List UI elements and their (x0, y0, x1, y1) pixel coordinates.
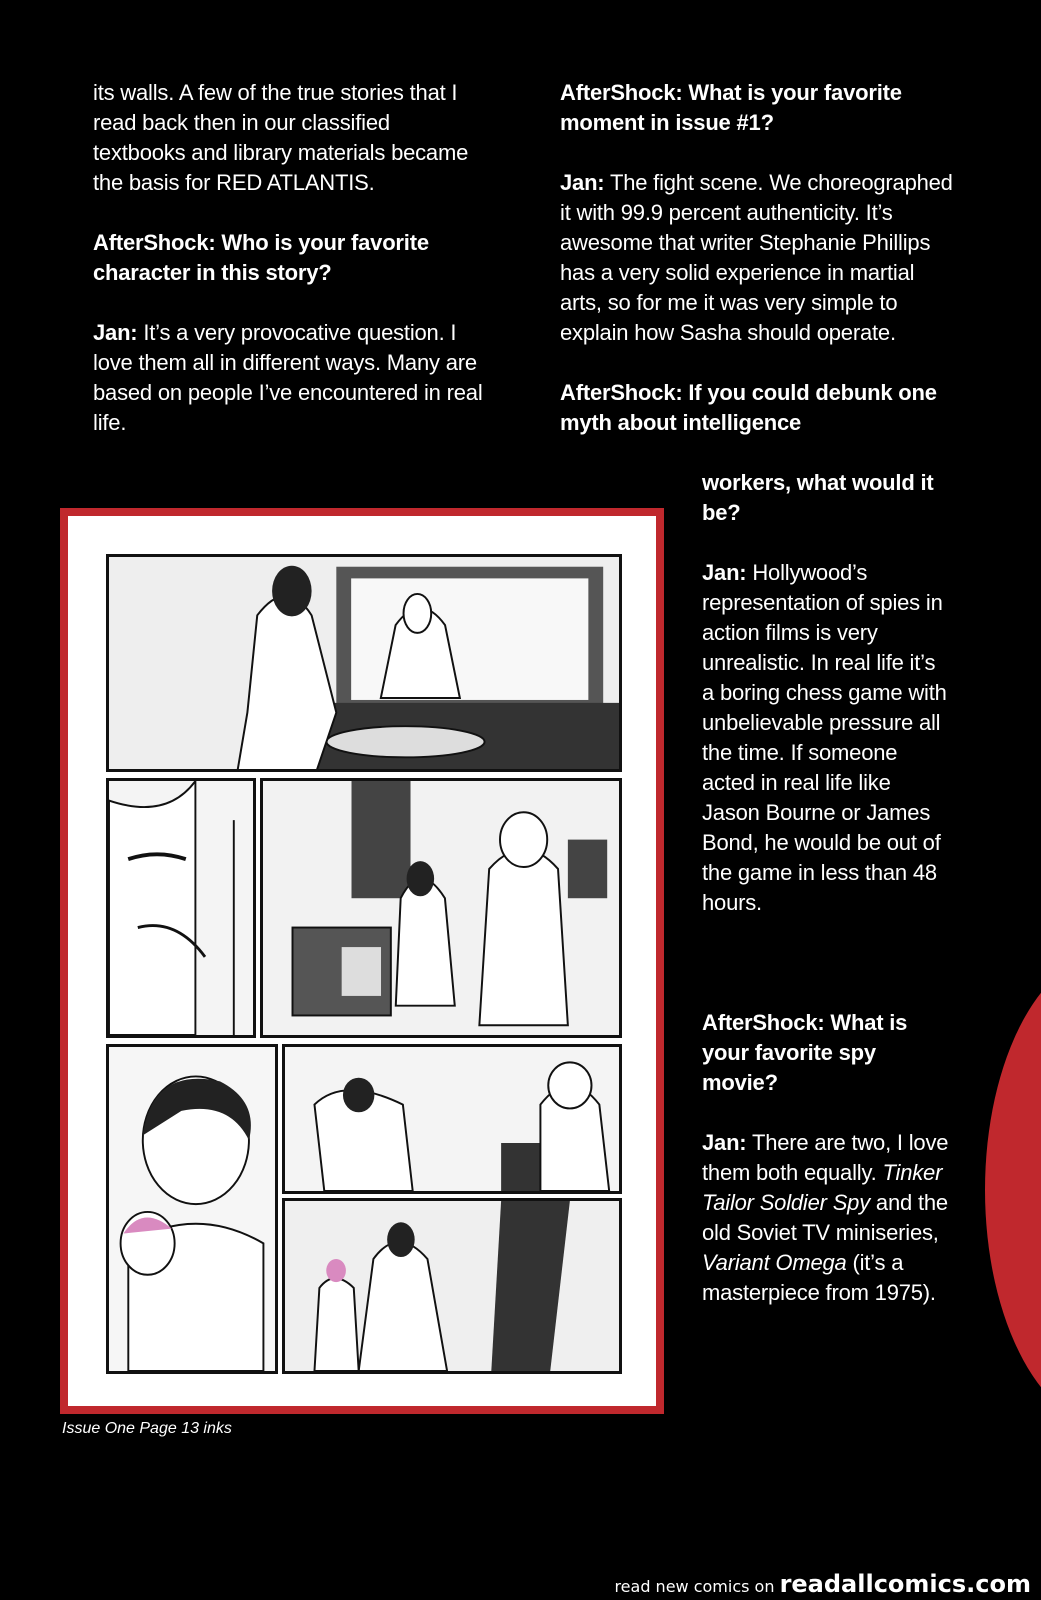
question-favorite-character: AfterShock: Who is your favorite character in this story? (93, 230, 429, 285)
artwork-caption: Issue One Page 13 inks (62, 1420, 232, 1437)
answer-text: and the old Soviet TV miniseries, (702, 1190, 948, 1245)
right-column-narrow (702, 468, 952, 1338)
comic-panel-doorway (282, 1198, 622, 1374)
answer-text: The fight scene. We choreographed it with 99.9 percent authenticity. It’s awesome that writer Stephanie Phillips has a very solid experience in martial arts, so for me it was very simple to explain how Sasha should operate. (560, 170, 953, 345)
comic-panel-portrait (106, 1044, 278, 1374)
red-decorative-shape (985, 950, 1041, 1430)
footer-watermark[interactable] (614, 1570, 1031, 1598)
intro-paragraph: its walls. A few of the true stories that I read back then in our classified textbooks and library materials became the basis for RED ATLANTIS. (93, 80, 469, 195)
answer-lead: Jan: (702, 560, 747, 585)
comic-page-artwork (60, 508, 664, 1414)
question-debunk-myth-part1: AfterShock: If you could debunk one myth about intelligence (560, 380, 937, 435)
answer-text: Hollywood’s representation of spies in action films is very unrealistic. In real life it’s a boring chess game with unbelievable pressure all the time. If someone acted in real life like Jason Bourne or James Bond, he would be out of the game in less than 48 hours. (702, 560, 947, 915)
answer-lead: Jan: (560, 170, 605, 195)
comic-panel-mirror (106, 554, 622, 772)
answer-text: (it’s a masterpiece from 1975). (702, 1250, 936, 1305)
comic-panel-stretch (282, 1044, 622, 1194)
movie-title: Tinker Tailor Soldier Spy (702, 1160, 943, 1215)
comic-panel-kitchen (260, 778, 622, 1038)
question-favorite-moment: AfterShock: What is your favorite moment in issue #1? (560, 80, 902, 135)
footer-prefix: read new comics on (614, 1577, 780, 1596)
right-column-top (560, 78, 960, 438)
answer-text: It’s a very provocative question. I love them all in different ways. Many are based on people I’ve encountered in real life. (93, 320, 483, 435)
question-favorite-spy-movie: AfterShock: What is your favorite spy movie? (702, 1010, 908, 1095)
comic-page-inner (68, 516, 656, 1406)
answer-favorite-character (93, 318, 483, 438)
answer-favorite-moment (560, 168, 960, 348)
movie-title: Variant Omega (702, 1250, 847, 1275)
footer-site-link[interactable]: readallcomics.com (779, 1570, 1031, 1598)
answer-debunk-myth (702, 558, 952, 918)
left-column (93, 78, 483, 468)
answer-favorite-spy-movie (702, 1128, 952, 1308)
answer-lead: Jan: (702, 1130, 747, 1155)
question-debunk-myth-part2: workers, what would it be? (702, 470, 934, 525)
comic-panel-eye-closeup (106, 778, 256, 1038)
answer-lead: Jan: (93, 320, 138, 345)
answer-text: There are two, I love them both equally. (702, 1130, 949, 1185)
